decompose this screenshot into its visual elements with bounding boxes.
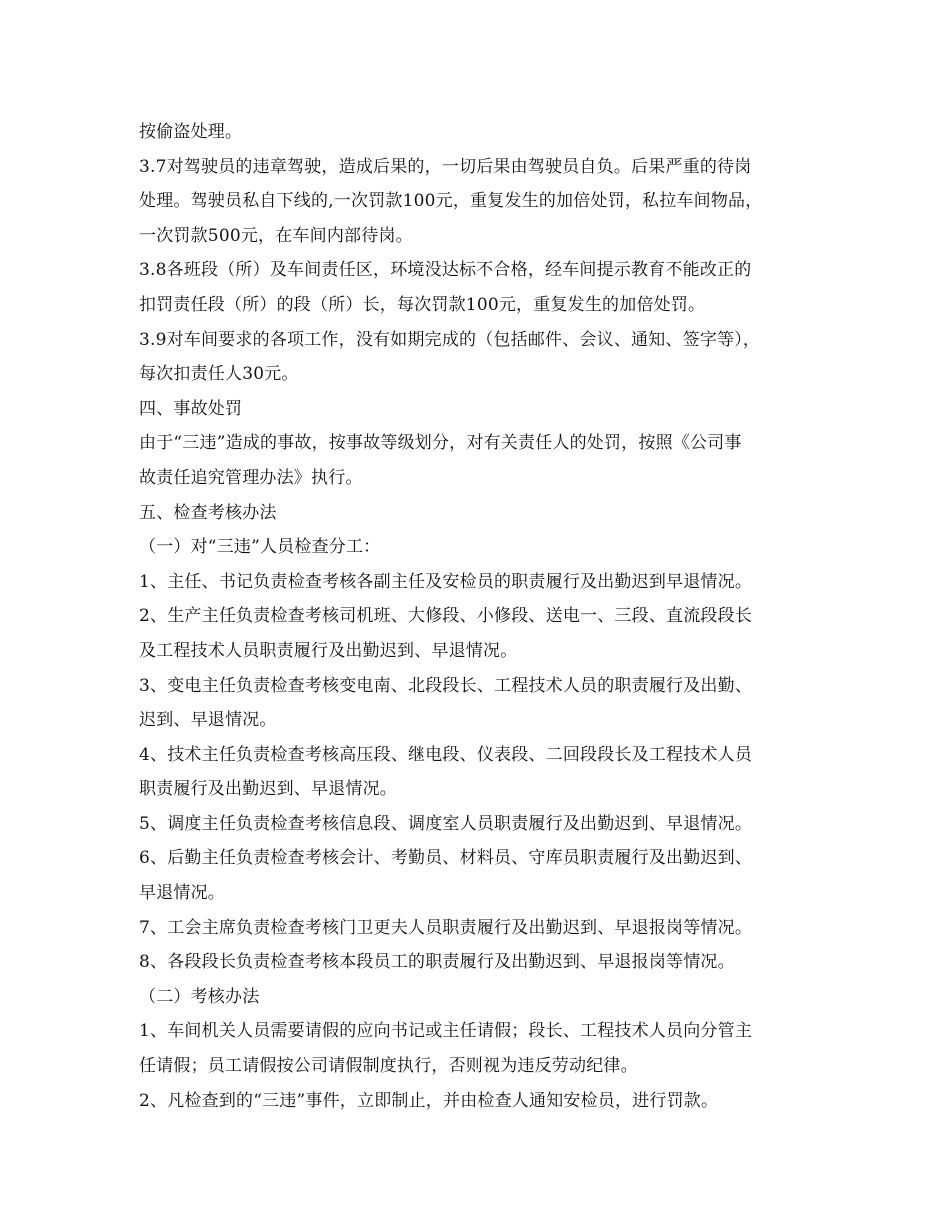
- text-line: 5、调度主任负责检查考核信息段、调度室人员职责履行及出勤迟到、早退情况。: [139, 813, 753, 834]
- text-line: 按偷盗处理。: [139, 122, 243, 142]
- text-line: 扣罚责任段（所）的段（所）长，每次罚款100元，重复发生的加倍处罚。: [139, 294, 706, 315]
- text-line: 4、技术主任负责检查考核高压段、继电段、仪表段、二回段段长及工程技术人员: [139, 744, 753, 765]
- text-line: 早退情况。: [139, 883, 225, 904]
- text-line: 迟到、早退情况。: [139, 710, 277, 731]
- text-line: 1、车间机关人员需要请假的应向书记或主任请假；段长、工程技术人员向分管主: [139, 1021, 753, 1042]
- text-line: 3.7对驾驶员的违章驾驶，造成后果的，一切后果由驾驶员自负。后果严重的待岗: [139, 156, 752, 177]
- section-heading: 五、检查考核办法: [139, 502, 277, 523]
- text-line: 每次扣责任人30元。: [139, 364, 299, 385]
- text-line: 7、工会主席负责检查考核门卫更夫人员职责履行及出勤迟到、早退报岗等情况。: [139, 917, 753, 938]
- text-line: 一次罚款500元，在车间内部待岗。: [139, 225, 413, 246]
- text-line: 6、后勤主任负责检查考核会计、考勤员、材料员、守库员职责履行及出勤迟到、: [139, 848, 753, 869]
- text-line: 处理。驾驶员私自下线的,一次罚款100元，重复发生的加倍处罚，私拉车间物品，: [139, 191, 763, 212]
- text-line: 3、变电主任负责检查考核变电南、北段段长、工程技术人员的职责履行及出勤、: [139, 675, 753, 696]
- subsection-heading: （一）对“三违”人员检查分工：: [139, 537, 381, 558]
- document-body: [139, 115, 839, 1118]
- text-line: 职责履行及出勤迟到、早退情况。: [139, 779, 397, 800]
- text-line: 由于“三违”造成的事故，按事故等级划分，对有关责任人的处罚，按照《公司事: [139, 433, 742, 454]
- subsection-heading: （二）考核办法: [139, 986, 260, 1007]
- text-line: 2、生产主任负责检查考核司机班、大修段、小修段、送电一、三段、直流段段长: [139, 606, 753, 627]
- text-line: 任请假；员工请假按公司请假制度执行，否则视为违反劳动纪律。: [139, 1056, 638, 1077]
- section-heading: 四、事故处罚: [139, 398, 243, 419]
- text-line: 3.9对车间要求的各项工作，没有如期完成的（包括邮件、会议、通知、签字等），: [139, 329, 761, 350]
- text-line: 及工程技术人员职责履行及出勤迟到、早退情况。: [139, 640, 518, 661]
- text-line: 故责任追究管理办法》执行。: [139, 467, 363, 488]
- text-line: 2、凡检查到的“三违”事件，立即制止，并由检查人通知安检员，进行罚款。: [139, 1090, 719, 1111]
- text-line: 8、各段段长负责检查考核本段员工的职责履行及出勤迟到、早退报岗等情况。: [139, 952, 735, 973]
- text-line: 3.8各班段（所）及车间责任区，环境没达标不合格，经车间提示教育不能改正的: [139, 260, 752, 281]
- text-line: 1、主任、书记负责检查考核各副主任及安检员的职责履行及出勤迟到早退情况。: [139, 571, 753, 592]
